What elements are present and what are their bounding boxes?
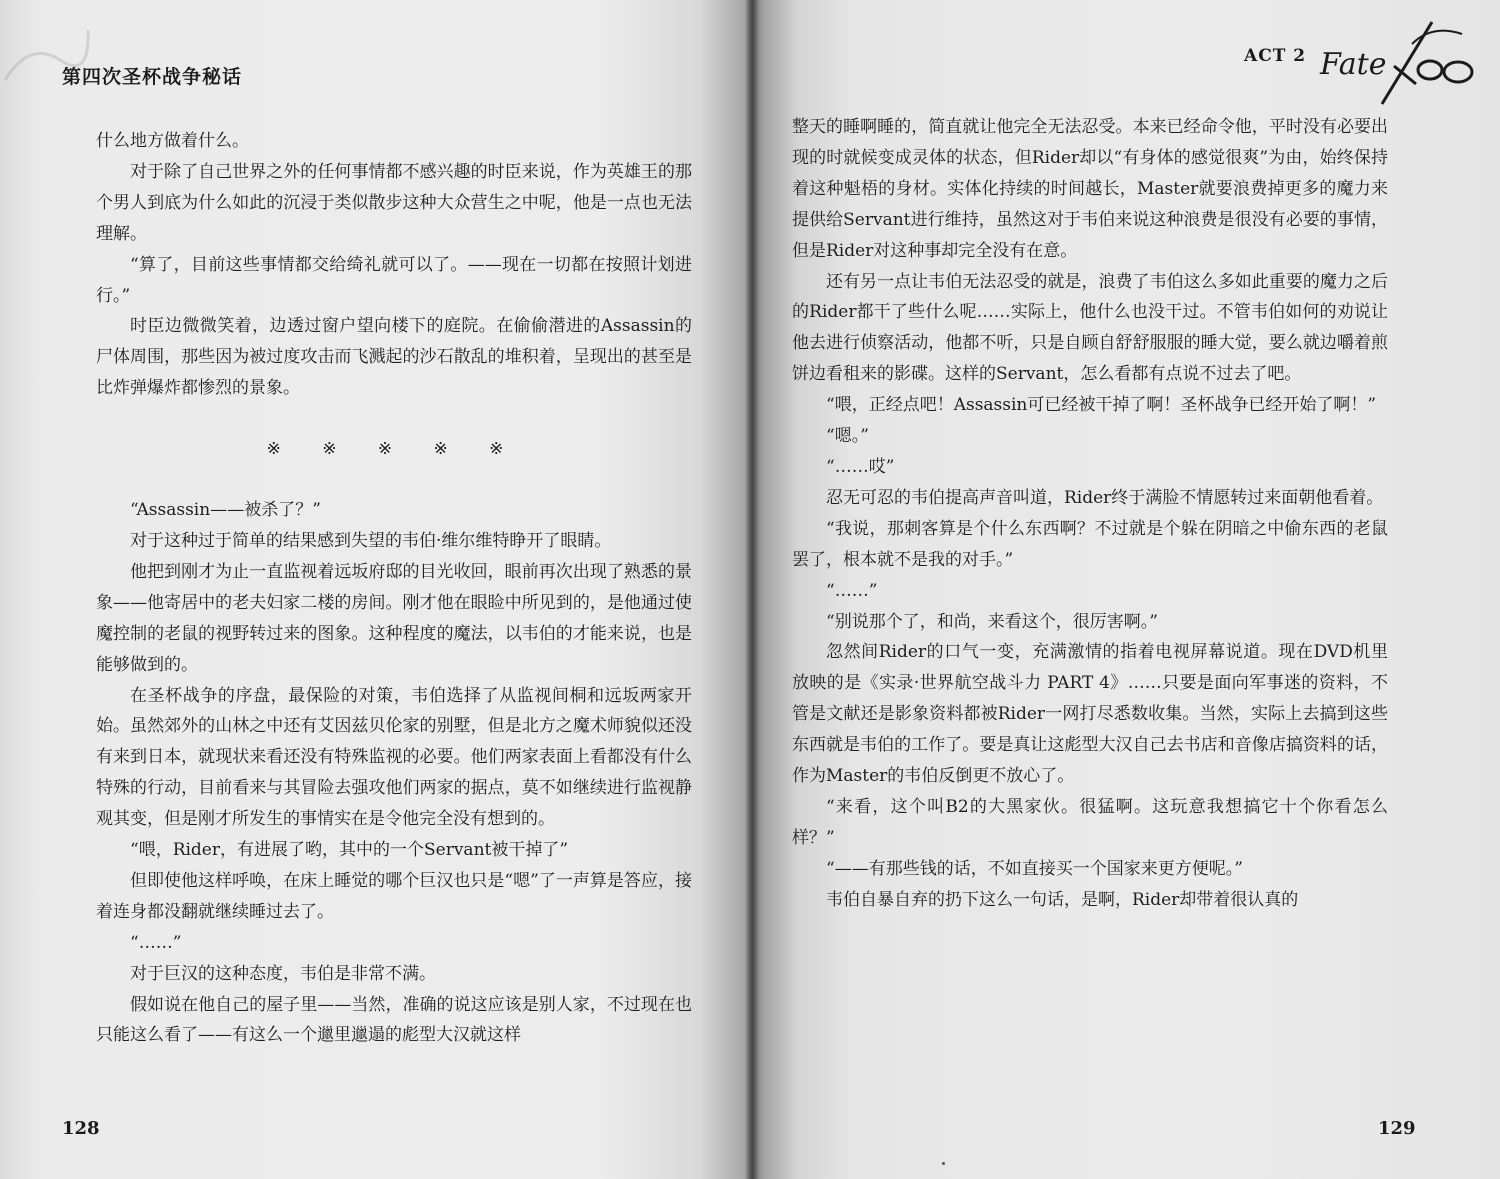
right-page xyxy=(752,0,1500,1179)
paragraph: “嗯。” xyxy=(826,426,869,447)
fate-zero-logo-icon xyxy=(1312,14,1482,110)
paragraph: “喂，正经点吧！Assassin可已经被干掉了啊！圣杯战争已经开始了啊！” xyxy=(826,395,1377,416)
paragraph: “……” xyxy=(826,580,878,601)
paragraph: “……哎” xyxy=(826,456,895,477)
fate-zero-logo xyxy=(1312,14,1482,110)
paragraph: 他把到刚才为止一直监视着远坂府邸的目光收回，眼前再次出现了熟悉的景象——他寄居中的老夫妇家二楼的房间。刚才他在眼睑中所见到的，是他通过使魔控制的老鼠的视野转过来的图象。这种程度的魔法，以韦伯的才能来说，也是能够做到的。 xyxy=(96,561,692,675)
paragraph: 对于巨汉的这种态度，韦伯是非常不满。 xyxy=(130,963,436,984)
page-number: 128 xyxy=(62,1118,100,1139)
running-head: ACT 2 xyxy=(1244,46,1307,66)
right-body-text xyxy=(792,112,1388,916)
paragraph: 忽然间Rider的口气一变，充满激情的指着电视屏幕说道。现在DVD机里放映的是《实录·世界航空战斗力 PART 4》……只要是面向军事迷的资料，不管是文献还是影象资料都被Rider一网打尽悉数收集。当然，实际上去搞到这些东西就是韦伯的工作了。要是真让这彪型大汉自己去书店和音像店搞资料的话，作为Master的韦伯反倒更不放心了。 xyxy=(792,642,1388,787)
paragraph: 忍无可忍的韦伯提高声音叫道，Rider终于满脸不情愿转过来面朝他看着。 xyxy=(826,487,1384,508)
book-gutter-shadow xyxy=(745,0,759,1179)
section-break: ※ ※ ※ ※ ※ xyxy=(266,439,522,460)
paragraph: “Assassin——被杀了？” xyxy=(130,500,321,521)
paragraph: 对于这种过于简单的结果感到失望的韦伯·维尔维特睁开了眼睛。 xyxy=(130,530,612,551)
paragraph: 对于除了自己世界之外的任何事情都不感兴趣的时臣来说，作为英雄王的那个男人到底为什么如此的沉浸于类似散步这种大众营生之中呢，他是一点也无法理解。 xyxy=(96,161,692,244)
logo-lettering: Fate xyxy=(1320,47,1387,82)
paragraph: “——有那些钱的话，不如直接买一个国家来更方便呢。” xyxy=(826,858,1243,879)
paragraph: “算了，目前这些事情都交给绮礼就可以了。——现在一切都在按照计划进行。” xyxy=(96,254,692,306)
paragraph: 还有另一点让韦伯无法忍受的就是，浪费了韦伯这么多如此重要的魔力之后的Rider都干了些什么呢……实际上，他什么也没干过。不管韦伯如何的劝说让他去进行侦察活动，他都不听，只是自顾自舒舒服服的睡大觉，要么就边嚼着煎饼边看租来的影碟。这样的Servant，怎么看都有点说不过去了吧。 xyxy=(792,271,1388,385)
print-speck xyxy=(942,1162,945,1165)
paragraph: “喂，Rider，有进展了哟，其中的一个Servant被干掉了” xyxy=(130,840,569,861)
paragraph: 假如说在他自己的屋子里——当然，准确的说这应该是别人家，不过现在也只能这么看了——有这么一个邋里邋遢的彪型大汉就这样 xyxy=(96,994,692,1046)
running-head: 第四次圣杯战争秘话 xyxy=(62,66,243,88)
paragraph: “……” xyxy=(130,932,182,953)
paragraph: “来看，这个叫B2的大黑家伙。很猛啊。这玩意我想搞它十个你看怎么样？” xyxy=(792,796,1388,848)
paragraph: 时臣边微微笑着，边透过窗户望向楼下的庭院。在偷偷潜进的Assassin的尸体周围，那些因为被过度攻击而飞溅起的沙石散乱的堆积着，呈现出的甚至是比炸弹爆炸都惨烈的景象。 xyxy=(96,316,692,399)
paragraph: “我说，那刺客算是个什么东西啊？不过就是个躲在阴暗之中偷东西的老鼠罢了，根本就不是我的对手。” xyxy=(792,518,1388,570)
paragraph: 但即使他这样呼唤，在床上睡觉的哪个巨汉也只是“嗯”了一声算是答应，接着连身都没翻就继续睡过去了。 xyxy=(96,870,692,922)
left-body-text xyxy=(96,126,692,1051)
paragraph: 在圣杯战争的序盘，最保险的对策，韦伯选择了从监视间桐和远坂两家开始。虽然郊外的山林之中还有艾因兹贝伦家的别墅，但是北方之魔术师貌似还没有来到日本，就现状来看还没有特殊监视的必要。他们两家表面上看都没有什么特殊的行动，目前看来与其冒险去强攻他们两家的据点，莫不如继续进行监视静观其变，但是刚才所发生的事情实在是令他完全没有想到的。 xyxy=(96,685,692,830)
paragraph: 什么地方做着什么。 xyxy=(96,131,249,151)
page-number: 129 xyxy=(1378,1118,1416,1139)
paragraph: “别说那个了，和尚，来看这个，很厉害啊。” xyxy=(826,611,1158,632)
paragraph: 韦伯自暴自弃的扔下这么一句话，是啊，Rider却带着很认真的 xyxy=(826,889,1299,910)
paragraph: 整天的睡啊睡的，简直就让他完全无法忍受。本来已经命令他，平时没有必要出现的时就候变成灵体的状态，但Rider却以“有身体的感觉很爽”为由，始终保持着这种魁梧的身材。实体化持续的时间越长，Master就要浪费掉更多的魔力来提供给Servant进行维持，虽然这对于韦伯来说这种浪费是很没有必要的事情，但是Rider对这种事却完全没有在意。 xyxy=(792,117,1388,261)
